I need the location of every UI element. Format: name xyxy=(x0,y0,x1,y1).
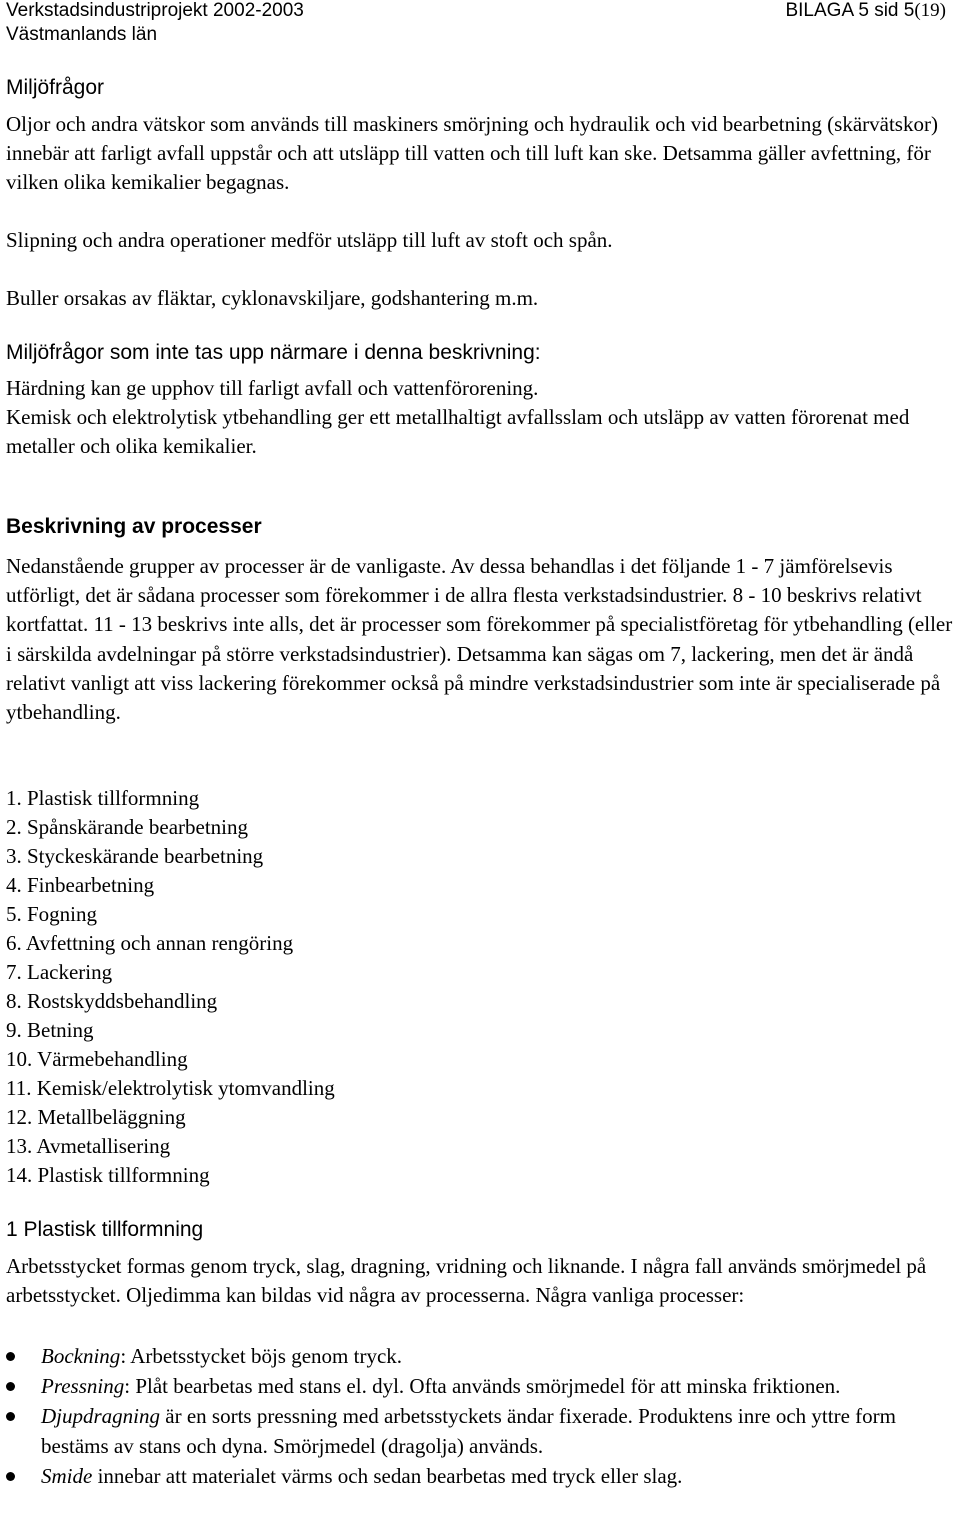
bullet-text: innebar att materialet värms och sedan bearbetas med tryck eller slag. xyxy=(92,1464,683,1488)
header-project: Verkstadsindustriprojekt 2002-2003 xyxy=(6,0,304,21)
bullet-item xyxy=(6,1461,956,1491)
bullet-dot-icon xyxy=(6,1472,15,1481)
bullet-term: Bockning xyxy=(41,1344,121,1368)
bullet-item xyxy=(6,1401,956,1461)
bullet-item xyxy=(6,1371,956,1401)
bullet-term: Smide xyxy=(41,1464,93,1488)
miljo-heading: Miljöfrågor xyxy=(6,76,105,99)
header-page-label: BILAGA 5 sid 5 xyxy=(785,0,915,21)
process-list-item: 4. Finbearbetning xyxy=(6,873,155,897)
miljo-para-5: Kemisk och elektrolytisk ytbehandling ger ett metallhaltigt avfallsslam och utsläpp av vatten förorenat med metaller och olika kemikalier. xyxy=(6,405,910,459)
process-list-item: 6. Avfettning och annan rengöring xyxy=(6,931,294,955)
bullet-dot-icon xyxy=(6,1412,15,1421)
plastisk-heading: 1 Plastisk tillformning xyxy=(6,1218,204,1241)
miljo-para-2: Slipning och andra operationer medför utsläpp till luft av stoft och spån. xyxy=(6,228,613,252)
process-list-item: 2. Spånskärande bearbetning xyxy=(6,815,249,839)
process-list-item: 14. Plastisk tillformning xyxy=(6,1163,210,1187)
bullet-dot-icon xyxy=(6,1352,15,1361)
miljo-para-3: Buller orsakas av fläktar, cyklonavskiljare, godshantering m.m. xyxy=(6,286,539,310)
process-list-item: 13. Avmetallisering xyxy=(6,1134,171,1158)
process-list-item: 12. Metallbeläggning xyxy=(6,1105,186,1129)
header-county: Västmanlands län xyxy=(6,24,158,45)
process-list-item: 5. Fogning xyxy=(6,902,98,926)
bullet-term: Pressning xyxy=(41,1374,125,1398)
process-list-item: 7. Lackering xyxy=(6,960,113,984)
process-list-item: 8. Rostskyddsbehandling xyxy=(6,989,218,1013)
bullet-text: är en sorts pressning med arbetsstyckets ändar fixerade. Produktens inre och yttre form bestäms av stans och dyna. Smörjmedel (dragolja) används. xyxy=(41,1404,896,1458)
bullet-item xyxy=(6,1341,956,1371)
process-list-item: 11. Kemisk/elektrolytisk ytomvandling xyxy=(6,1076,335,1100)
process-list-item: 10. Värmebehandling xyxy=(6,1047,188,1071)
plastisk-para: Arbetsstycket formas genom tryck, slag, dragning, vridning och liknande. I några fall används smörjmedel på arbetsstycket. Oljedimma kan bildas vid några av processerna. Några vanliga processer: xyxy=(6,1254,927,1308)
bullet-dot-icon xyxy=(6,1382,15,1391)
process-list-item: 9. Betning xyxy=(6,1018,94,1042)
miljo-subheading: Miljöfrågor som inte tas upp närmare i denna beskrivning: xyxy=(6,341,541,364)
process-list-item: 1. Plastisk tillformning xyxy=(6,786,200,810)
bullet-text: : Arbetsstycket böjs genom tryck. xyxy=(120,1344,403,1368)
bullet-term: Djupdragning xyxy=(41,1404,161,1428)
bullet-text: : Plåt bearbetas med stans el. dyl. Ofta används smörjmedel för att minska friktionen. xyxy=(124,1374,841,1398)
miljo-para-1: Oljor och andra vätskor som används till maskiners smörjning och hydraulik och vid bearbetning (skärvätskor) innebär att farligt avfall uppstår och att utsläpp till vatten och till luft kan ske. Detsamma gäller avfettning, för vilken olika kemikalier begagnas. xyxy=(6,112,938,195)
process-list xyxy=(6,784,335,1190)
header-page-total: (19) xyxy=(914,0,946,21)
processer-para: Nedanstående grupper av processer är de vanligaste. Av dessa behandlas i det följande 1 - 7 jämförelsevis utförligt, det är sådana processer som förekommer i de allra flesta verkstadsindustrier. 8 - 10 beskrivs relativt kortfattat. 11 - 13 beskrivs inte alls, det är processer som förekommer på specialistföretag för ytbehandling (eller i särskilda avdelningar på större verkstadsindustrier). Detsamma kan sägas om 7, lackering, men det är ändå relativt vanligt att viss lackering förekommer också på mindre verkstadsindustrier som inte är specialiserade på ytbehandling. xyxy=(6,554,953,725)
plastisk-bullets xyxy=(6,1341,956,1491)
header-page xyxy=(785,0,946,22)
processer-heading: Beskrivning av processer xyxy=(6,515,262,538)
process-list-item: 3. Styckeskärande bearbetning xyxy=(6,844,264,868)
miljo-para-4: Härdning kan ge upphov till farligt avfall och vattenförorening. xyxy=(6,376,539,400)
